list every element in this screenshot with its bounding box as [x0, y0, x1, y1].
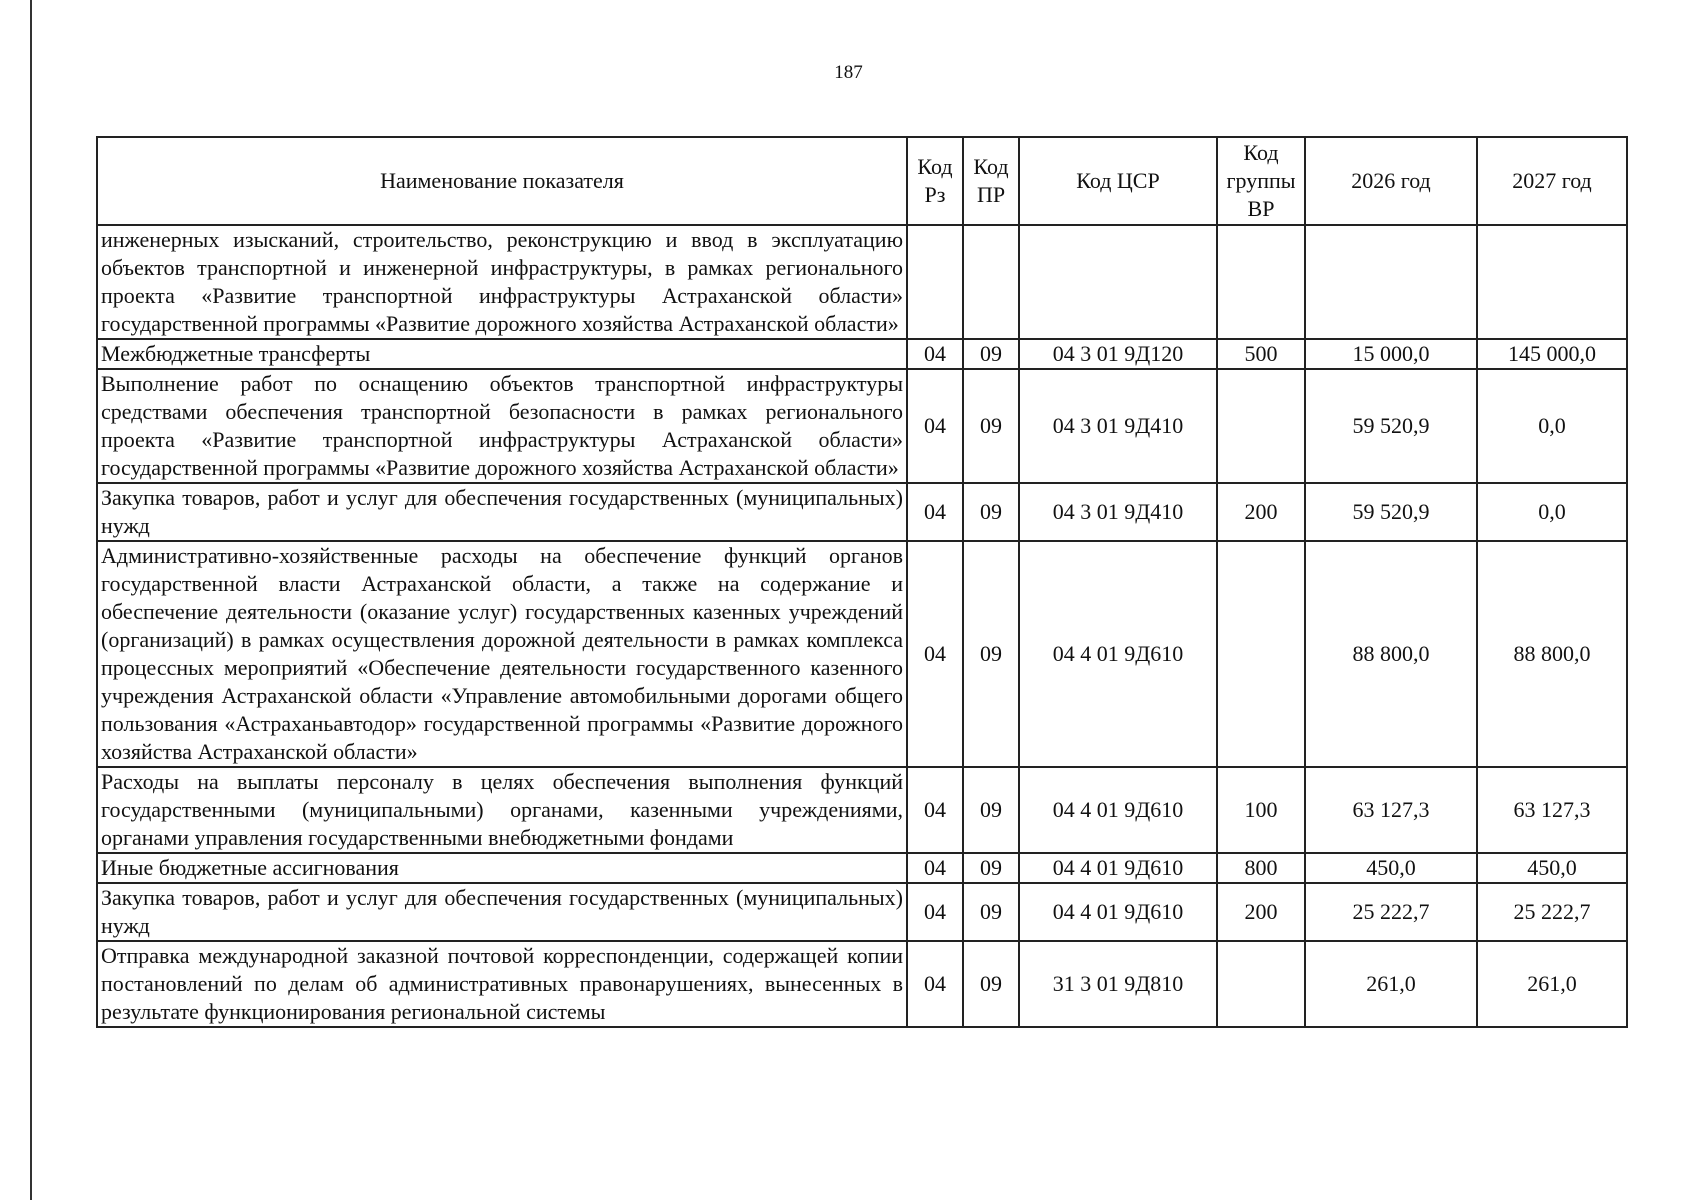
row-2027: 25 222,7	[1477, 883, 1627, 941]
row-2026: 88 800,0	[1305, 541, 1477, 767]
row-vr: 800	[1217, 853, 1305, 883]
table-row	[97, 853, 1627, 883]
table-row	[97, 225, 1627, 339]
header-name: Наименование показателя	[97, 137, 907, 225]
row-2026: 450,0	[1305, 853, 1477, 883]
row-pr: 09	[963, 483, 1019, 541]
header-row	[97, 137, 1627, 225]
header-2026: 2026 год	[1305, 137, 1477, 225]
row-vr	[1217, 369, 1305, 483]
row-vr	[1217, 225, 1305, 339]
row-pr	[963, 225, 1019, 339]
row-2026: 15 000,0	[1305, 339, 1477, 369]
table-row	[97, 767, 1627, 853]
row-pr: 09	[963, 339, 1019, 369]
row-vr	[1217, 941, 1305, 1027]
table-row	[97, 541, 1627, 767]
binding-line	[30, 0, 32, 1200]
row-name: Иные бюджетные ассигнования	[97, 853, 907, 883]
row-pr: 09	[963, 369, 1019, 483]
row-vr: 200	[1217, 483, 1305, 541]
row-2027: 0,0	[1477, 483, 1627, 541]
row-rz: 04	[907, 767, 963, 853]
table-row	[97, 369, 1627, 483]
row-name: Выполнение работ по оснащению объектов транспортной инфраструктуры средствами обеспечения транспортной безопасности в рамках регионального проекта «Развитие транспортной инфраструктуры Астраханской области» государственной программы «Развитие дорожного хозяйства Астраханской области»	[97, 369, 907, 483]
row-rz	[907, 225, 963, 339]
row-2027: 145 000,0	[1477, 339, 1627, 369]
row-rz: 04	[907, 853, 963, 883]
row-rz: 04	[907, 883, 963, 941]
row-csr: 04 4 01 9Д610	[1019, 883, 1217, 941]
row-csr: 04 3 01 9Д410	[1019, 483, 1217, 541]
header-vr: Код группы ВР	[1217, 137, 1305, 225]
row-2026: 63 127,3	[1305, 767, 1477, 853]
header-csr: Код ЦСР	[1019, 137, 1217, 225]
row-rz: 04	[907, 339, 963, 369]
table-row	[97, 339, 1627, 369]
row-2027: 0,0	[1477, 369, 1627, 483]
row-2026	[1305, 225, 1477, 339]
row-csr: 04 4 01 9Д610	[1019, 541, 1217, 767]
row-pr: 09	[963, 853, 1019, 883]
row-csr	[1019, 225, 1217, 339]
row-rz: 04	[907, 941, 963, 1027]
row-vr: 500	[1217, 339, 1305, 369]
row-2027: 63 127,3	[1477, 767, 1627, 853]
row-name: Закупка товаров, работ и услуг для обеспечения государственных (муниципальных) нужд	[97, 483, 907, 541]
row-2027: 88 800,0	[1477, 541, 1627, 767]
row-2026: 25 222,7	[1305, 883, 1477, 941]
header-rz: Код Рз	[907, 137, 963, 225]
row-pr: 09	[963, 941, 1019, 1027]
row-pr: 09	[963, 541, 1019, 767]
row-2027: 261,0	[1477, 941, 1627, 1027]
header-pr: Код ПР	[963, 137, 1019, 225]
row-csr: 04 3 01 9Д120	[1019, 339, 1217, 369]
table-row	[97, 941, 1627, 1027]
row-name: Расходы на выплаты персоналу в целях обеспечения выполнения функций государственными (муниципальными) органами, казенными учреждениями, органами управления государственными внебюджетными фондами	[97, 767, 907, 853]
budget-table	[96, 136, 1628, 1028]
row-rz: 04	[907, 483, 963, 541]
page-number: 187	[834, 62, 863, 83]
row-csr: 04 3 01 9Д410	[1019, 369, 1217, 483]
row-csr: 04 4 01 9Д610	[1019, 767, 1217, 853]
row-name: инженерных изысканий, строительство, реконструкцию и ввод в эксплуатацию объектов транспортной и инженерной инфраструктуры, в рамках регионального проекта «Развитие транспортной инфраструктуры Астраханской области» государственной программы «Развитие дорожного хозяйства Астраханской области»	[97, 225, 907, 339]
row-vr: 200	[1217, 883, 1305, 941]
row-vr: 100	[1217, 767, 1305, 853]
row-rz: 04	[907, 369, 963, 483]
row-vr	[1217, 541, 1305, 767]
row-csr: 31 3 01 9Д810	[1019, 941, 1217, 1027]
row-2026: 59 520,9	[1305, 369, 1477, 483]
header-2027: 2027 год	[1477, 137, 1627, 225]
row-2026: 261,0	[1305, 941, 1477, 1027]
row-pr: 09	[963, 883, 1019, 941]
table-row	[97, 883, 1627, 941]
row-name: Отправка международной заказной почтовой корреспонденции, содержащей копии постановлений по делам об административных правонарушениях, вынесенных в результате функционирования региональной системы	[97, 941, 907, 1027]
table-row	[97, 483, 1627, 541]
row-2027	[1477, 225, 1627, 339]
row-name: Административно-хозяйственные расходы на обеспечение функций органов государственной власти Астраханской области, а также на содержание и обеспечение деятельности (оказание услуг) государственных казенных учреждений (организаций) в рамках осуществления дорожной деятельности в рамках комплекса процессных мероприятий «Обеспечение деятельности государственного казенного учреждения Астраханской области «Управление автомобильными дорогами общего пользования «Астраханьавтодор» государственной программы «Развитие дорожного хозяйства Астраханской области»	[97, 541, 907, 767]
row-2027: 450,0	[1477, 853, 1627, 883]
row-name: Межбюджетные трансферты	[97, 339, 907, 369]
row-pr: 09	[963, 767, 1019, 853]
row-csr: 04 4 01 9Д610	[1019, 853, 1217, 883]
row-name: Закупка товаров, работ и услуг для обеспечения государственных (муниципальных) нужд	[97, 883, 907, 941]
row-2026: 59 520,9	[1305, 483, 1477, 541]
row-rz: 04	[907, 541, 963, 767]
